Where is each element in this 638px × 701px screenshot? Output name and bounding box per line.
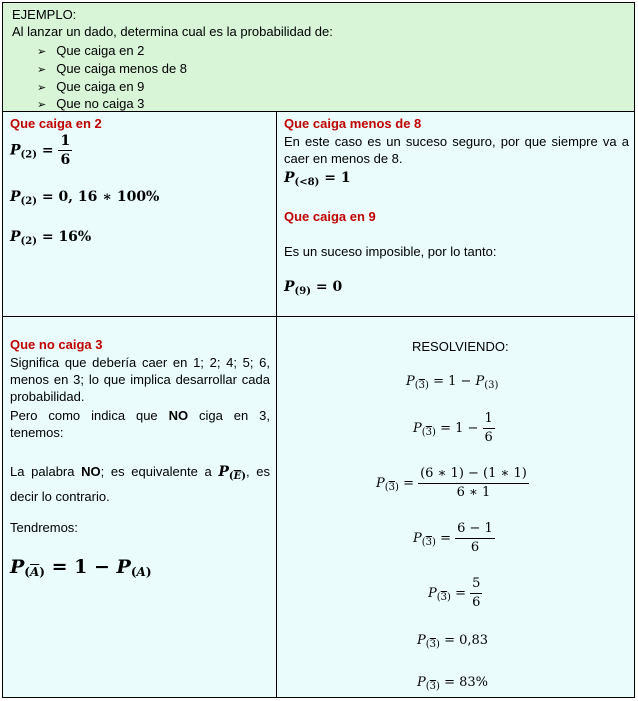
cell-falls-on-two (3, 112, 277, 317)
text-sure-event: En este caso es un suceso seguro, por que siempre va a caer en menos de 8. (284, 134, 629, 166)
arrow-bullet-icon: ➢ (37, 64, 47, 76)
example-intro: Al lanzar un dado, determina cual es la probabilidad de: (12, 24, 333, 39)
resolve-step-4: $P_{(3)}$ = $\frac{6 - 1}{6}$ (413, 521, 493, 555)
heading-falls-on-two: Que caiga en 2 (10, 116, 102, 131)
text-we-get: Tendremos: (10, 520, 78, 535)
formula-p2-result: $P_{(2)} = 16\%$ (10, 229, 92, 247)
heading-falls-on-nine: Que caiga en 9 (284, 209, 376, 224)
resolve-step-1: $P_{(3)} = 1 - P_{(3)}$ (406, 374, 499, 391)
list-item: ➢ Que caiga en 9 (37, 79, 145, 94)
list-item: ➢ Que caiga en 2 (37, 43, 145, 58)
formula-p2-fraction: $P_{(2)}$ = $\frac{1}{6}$ (10, 133, 71, 168)
cell-less-than-eight (277, 112, 634, 317)
resolving-title: RESOLVIENDO: (412, 339, 509, 354)
text-word-no: La palabra NO; es equivalente a $P_{(\overline{E})}$, es decir lo contrario. (10, 464, 270, 504)
example-header (3, 3, 634, 112)
formula-p-less-eight: $P_{(<8)} = 1$ (284, 170, 351, 188)
text-impossible-event: Es un suceso imposible, por lo tanto: (284, 244, 497, 259)
heading-not-three: Que no caiga 3 (10, 337, 103, 352)
resolve-step-5: $P_{(3)}$ = $\frac{5}{6}$ (428, 576, 481, 610)
text-but-no: Pero como indica que NO ciga en 3, tenemos: (10, 408, 270, 440)
resolve-step-7: $P_{(3)} = 83\%$ (417, 675, 488, 692)
arrow-bullet-icon: ➢ (37, 99, 47, 111)
list-item: ➢ Que caiga menos de 8 (37, 61, 188, 76)
resolve-step-2: $P_{(3)} = 1$ − $\frac{1}{6}$ (413, 411, 493, 445)
cell-not-three (3, 317, 277, 697)
example-table (2, 2, 635, 698)
formula-complement: $P_{(\overline{A})} = 1 - P_{(A)}$ (10, 556, 152, 579)
cell-resolving (277, 317, 634, 697)
formula-p-nine: $P_{(9)} = 0$ (284, 279, 343, 297)
heading-less-than-eight: Que caiga menos de 8 (284, 116, 422, 131)
arrow-bullet-icon: ➢ (37, 46, 47, 58)
list-item: ➢ Que no caiga 3 (37, 96, 145, 111)
resolve-step-6: $P_{(3)} = 0,83$ (417, 633, 489, 650)
formula-p2-percent: $P_{(2)} = 0$, 16 ∗ 100% (10, 189, 160, 207)
arrow-bullet-icon: ➢ (37, 82, 47, 94)
resolve-step-3: $P_{(3)}$ = $\frac{(6 ∗ 1) - (1 ∗ 1)}{6 ∗ 1}$ (376, 466, 527, 500)
text-explanation: Significa que debería caer en 1; 2; 4; 5; 6, menos en 3; lo que implica desarrollar cada probabilidad. (10, 355, 270, 404)
example-title: EJEMPLO: (12, 7, 77, 22)
